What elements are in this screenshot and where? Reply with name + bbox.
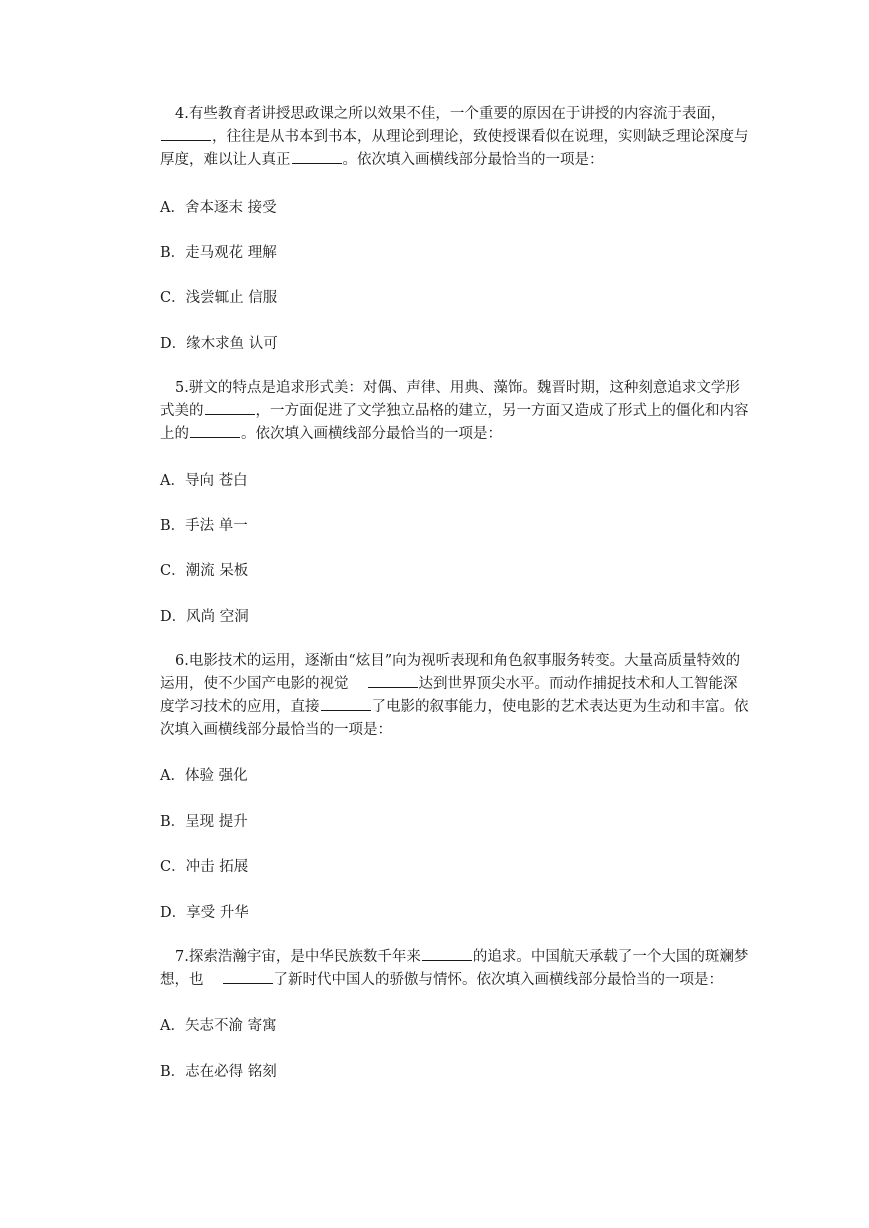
answer-blank	[422, 959, 472, 961]
option-d: D．享受 升华	[160, 905, 249, 921]
answer-blank	[205, 413, 255, 415]
option-d: D．缘木求鱼 认可	[160, 336, 278, 352]
option-c: C．浅尝辄止 信服	[160, 290, 278, 306]
option-b: B．手法 单一	[160, 518, 248, 534]
answer-blank	[190, 436, 240, 438]
option-c: C．潮流 呆板	[160, 563, 249, 579]
option-b: B．志在必得 铭刻	[160, 1064, 277, 1080]
option-a: A．导向 苍白	[160, 473, 248, 489]
answer-blank	[161, 139, 211, 141]
option-a: A．矢志不渝 寄寓	[160, 1018, 277, 1034]
option-d: D．风尚 空洞	[160, 609, 249, 625]
question-4: 4.有些教育者讲授思政课之所以效果不佳，一个重要的原因在于讲授的内容流于表面，，往往是从书本到书本，从理论到理论，致使授课看似在说理，实则缺乏理论深度与厚度，难以让人真正 。依次填入画横线部分最恰当的一项是：	[160, 106, 749, 168]
option-a: A．体验 强化	[160, 768, 248, 784]
question-5: 5.骈文的特点是追求形式美：对偶、声律、用典、藻饰。魏晋时期，这种刻意追求文学形式美的 ，一方面促进了文学独立品格的建立，另一方面又造成了形式上的僵化和内容上的 。依次填入画横线部分最恰当的一项是：	[160, 380, 749, 442]
question-6: 6.电影技术的运用，逐渐由“炫目”向为视听表现和角色叙事服务转变。大量高质量特效的运用，使不少国产电影的视觉 达到世界顶尖水平。而动作捕捉技术和人工智能深度学习技术的应用，直接 了电影的叙事能力，使电影的艺术表达更为生动和丰富。依次填入画横线部分最恰当的一项是：	[160, 653, 749, 738]
option-b: B．呈现 提升	[160, 814, 248, 830]
option-a: A．舍本逐末 接受	[160, 200, 277, 216]
question-7: 7.探索浩瀚宇宙，是中华民族数千年来 的追求。中国航天承载了一个大国的斑斓梦想，也 了新时代中国人的骄傲与情怀。依次填入画横线部分最恰当的一项是：	[160, 949, 749, 988]
answer-blank	[292, 162, 342, 164]
answer-blank	[368, 686, 418, 688]
answer-blank	[223, 982, 273, 984]
answer-blank	[321, 709, 371, 711]
option-c: C．冲击 拓展	[160, 859, 249, 875]
option-b: B．走马观花 理解	[160, 245, 277, 261]
